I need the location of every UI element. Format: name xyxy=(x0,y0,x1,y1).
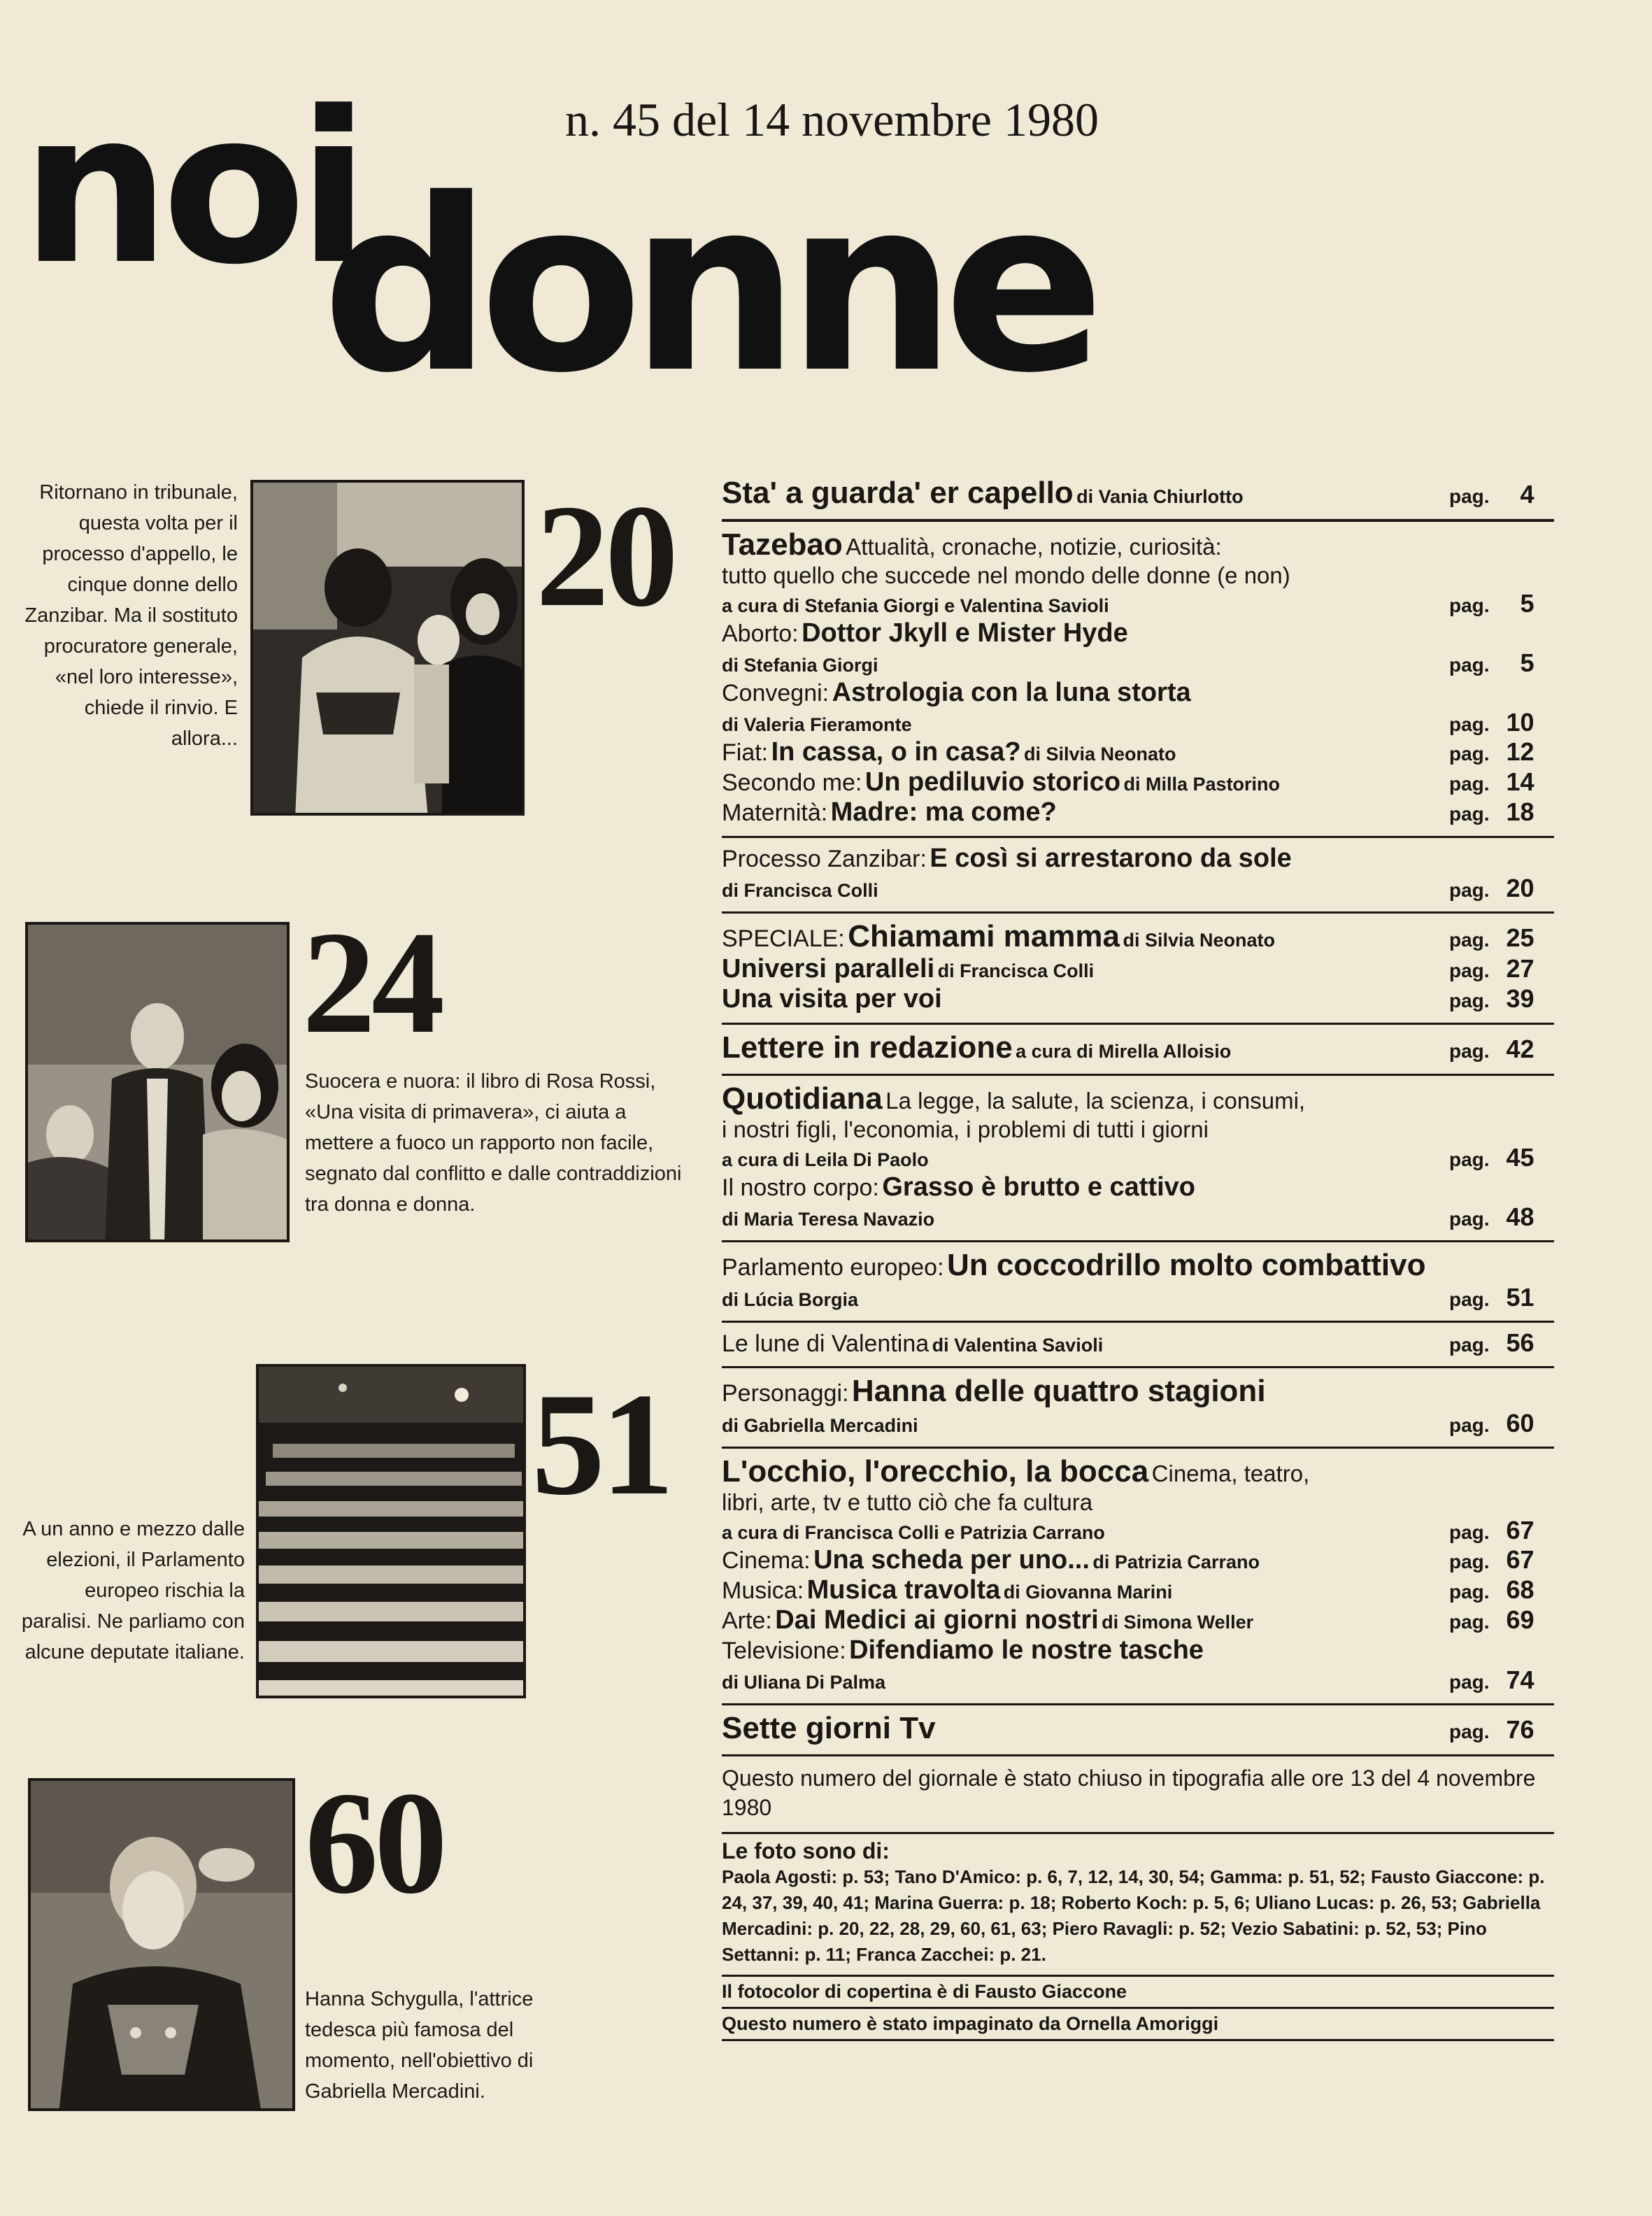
toc-author: di Valeria Fieramonte xyxy=(722,714,912,735)
feature-page-number: 51 xyxy=(532,1363,670,1526)
toc-title: Quotidiana xyxy=(722,1081,883,1116)
toc-author: di Uliana Di Palma xyxy=(722,1672,886,1693)
toc-author: di Stefania Giorgi xyxy=(722,655,878,676)
pag-label: pag. xyxy=(1449,960,1490,981)
toc-label: Processo Zanzibar: xyxy=(722,846,927,872)
toc-page-number: 5 xyxy=(1520,648,1534,677)
toc-curators: a cura di Leila Di Paolo xyxy=(722,1149,929,1170)
toc-author: di Vania Chiurlotto xyxy=(1076,486,1244,507)
toc-label: Musica: xyxy=(722,1577,804,1604)
toc-title: Universi paralleli xyxy=(722,954,935,983)
toc-page-number: 74 xyxy=(1506,1665,1534,1694)
toc-author: di Simona Weller xyxy=(1102,1612,1254,1633)
pag-label: pag. xyxy=(1449,879,1490,901)
toc-author: di Francisca Colli xyxy=(722,880,878,901)
toc-label: Maternità: xyxy=(722,800,828,826)
pag-label: pag. xyxy=(1449,929,1490,951)
toc-author: di Lúcia Borgia xyxy=(722,1289,859,1310)
toc-label: Arte: xyxy=(722,1607,772,1634)
cover-credit: Il fotocolor di copertina è di Fausto Giaccone xyxy=(722,1977,1554,2009)
layout-credit: Questo numero è stato impaginato da Ornella Amoriggi xyxy=(722,2009,1554,2041)
toc-title: Una scheda per uno... xyxy=(813,1545,1090,1575)
pag-label: pag. xyxy=(1449,803,1490,825)
pag-label: pag. xyxy=(1449,1611,1490,1633)
toc-page-number: 18 xyxy=(1506,797,1534,826)
pag-label: pag. xyxy=(1449,713,1490,735)
toc-page-number: 68 xyxy=(1506,1575,1534,1604)
toc-title: Dai Medici ai giorni nostri xyxy=(775,1605,1099,1635)
toc-title: Astrologia con la luna storta xyxy=(832,678,1191,707)
toc-section-lettere xyxy=(722,1025,1554,1076)
pag-label: pag. xyxy=(1449,1551,1490,1572)
toc-page-number: 5 xyxy=(1520,589,1534,618)
photo-actress-portrait-icon xyxy=(28,1778,295,2111)
toc-section-tazebao xyxy=(722,522,1554,838)
toc-page-number: 48 xyxy=(1506,1202,1534,1231)
logo-donne: donne xyxy=(322,148,1092,425)
toc-title: Chiamami mamma xyxy=(848,919,1120,953)
toc-label: Fiat: xyxy=(722,739,769,766)
table-of-contents xyxy=(722,470,1554,2041)
toc-page-number: 4 xyxy=(1520,480,1534,509)
pag-label: pag. xyxy=(1449,1149,1490,1170)
toc-title: L'occhio, l'orecchio, la bocca xyxy=(722,1454,1149,1489)
toc-page-number: 76 xyxy=(1506,1715,1534,1744)
pag-label: pag. xyxy=(1449,654,1490,676)
toc-label: Cinema: xyxy=(722,1547,811,1574)
photo-family-group-icon xyxy=(25,922,290,1242)
toc-page-number: 67 xyxy=(1506,1545,1534,1574)
logo-noi: noi xyxy=(21,66,362,311)
pag-label: pag. xyxy=(1449,743,1490,765)
toc-description: tutto quello che succede nel mondo delle donne (e non) xyxy=(722,562,1290,588)
toc-page-number: 51 xyxy=(1506,1283,1534,1312)
toc-section-lune xyxy=(722,1323,1554,1368)
toc-page-number: 45 xyxy=(1506,1143,1534,1172)
toc-section-tv xyxy=(722,1705,1554,1756)
toc-author: di Maria Teresa Navazio xyxy=(722,1209,935,1230)
pag-label: pag. xyxy=(1449,1040,1490,1062)
toc-section-parlamento xyxy=(722,1242,1554,1323)
toc-section-capello xyxy=(722,470,1554,522)
toc-description: Attualità, cronache, notizie, curiosità: xyxy=(846,534,1222,560)
toc-author: di Patrizia Carrano xyxy=(1092,1551,1260,1572)
toc-section-personaggi xyxy=(722,1368,1554,1449)
pag-label: pag. xyxy=(1449,1208,1490,1230)
pag-label: pag. xyxy=(1449,1334,1490,1356)
toc-page-number: 67 xyxy=(1506,1516,1534,1544)
feature-caption: Ritornano in tribunale, questa volta per il processo d'appello, le cinque donne dello Zanzibar. Ma il sostituto procuratore generale, «nel loro interesse», chiede il rinvio. E allora... xyxy=(24,481,238,750)
feature-page-number: 24 xyxy=(302,902,441,1064)
toc-page-number: 12 xyxy=(1506,737,1534,766)
pag-label: pag. xyxy=(1449,1521,1490,1543)
toc-title: Tazebao xyxy=(722,527,843,562)
toc-label: Parlamento europeo: xyxy=(722,1254,944,1281)
pag-label: pag. xyxy=(1449,595,1490,616)
toc-title: Un coccodrillo molto combattivo xyxy=(947,1248,1426,1282)
toc-page-number: 20 xyxy=(1506,874,1534,902)
toc-curators: a cura di Stefania Giorgi e Valentina Savioli xyxy=(722,595,1109,616)
toc-page-number: 60 xyxy=(1506,1409,1534,1437)
toc-title: Musica travolta xyxy=(806,1575,1001,1605)
toc-page-number: 42 xyxy=(1506,1035,1534,1063)
toc-label: Secondo me: xyxy=(722,769,862,796)
toc-label: SPECIALE: xyxy=(722,925,845,952)
toc-page-number: 56 xyxy=(1506,1328,1534,1357)
toc-description: La legge, la salute, la scienza, i consumi, xyxy=(885,1088,1306,1114)
toc-label: Aborto: xyxy=(722,620,799,647)
toc-author: di Gabriella Mercadini xyxy=(722,1415,918,1436)
toc-description: libri, arte, tv e tutto ciò che fa cultura xyxy=(722,1489,1093,1515)
toc-author: di Valentina Savioli xyxy=(932,1335,1104,1356)
feature-page-number: 20 xyxy=(536,475,674,637)
pag-label: pag. xyxy=(1449,773,1490,795)
toc-title: Sta' a guarda' er capello xyxy=(722,476,1074,510)
toc-page-number: 27 xyxy=(1506,954,1534,983)
toc-page-number: 14 xyxy=(1506,767,1534,796)
toc-page-number: 10 xyxy=(1506,708,1534,737)
pag-label: pag. xyxy=(1449,485,1490,507)
toc-section-zanzibar xyxy=(722,838,1554,914)
feature-page-number: 60 xyxy=(305,1762,443,1924)
toc-title: Madre: ma come? xyxy=(830,797,1057,827)
toc-title: Lettere in redazione xyxy=(722,1030,1013,1065)
issue-date: n. 45 del 14 novembre 1980 xyxy=(565,93,1099,146)
toc-label: Televisione: xyxy=(722,1638,846,1664)
toc-title: Hanna delle quattro stagioni xyxy=(851,1374,1266,1408)
toc-section-cultura xyxy=(722,1449,1554,1705)
photo-credits-title: Le foto sono di: xyxy=(722,1838,890,1863)
feature-caption: A un anno e mezzo dalle elezioni, il Parlamento europeo rischia la paralisi. Ne parliamo con alcune deputate italiane. xyxy=(21,1518,245,1663)
toc-page-number: 39 xyxy=(1506,984,1534,1013)
feature-caption: Suocera e nuora: il libro di Rosa Rossi, «Una visita di primavera», ci aiuta a mettere a fuoco un rapporto non facile, segnato dal conflitto e dalle contraddizioni tra donna e donna. xyxy=(305,1070,682,1216)
toc-title: Dottor Jkyll e Mister Hyde xyxy=(802,618,1128,648)
photo-courtroom-women-icon xyxy=(250,480,525,816)
toc-curators: a cura di Francisca Colli e Patrizia Carrano xyxy=(722,1522,1105,1543)
pag-label: pag. xyxy=(1449,1288,1490,1310)
toc-author: di Milla Pastorino xyxy=(1123,774,1281,795)
toc-title: Sette giorni Tv xyxy=(722,1711,936,1745)
pag-label: pag. xyxy=(1449,1721,1490,1742)
toc-label: Il nostro corpo: xyxy=(722,1174,879,1201)
toc-author: di Silvia Neonato xyxy=(1024,744,1176,765)
pag-label: pag. xyxy=(1449,1581,1490,1603)
toc-title: Le lune di Valentina xyxy=(722,1330,930,1357)
toc-label: Convegni: xyxy=(722,680,829,706)
toc-author: di Francisca Colli xyxy=(937,960,1095,981)
toc-author: di Giovanna Marini xyxy=(1003,1582,1173,1603)
toc-page-number: 69 xyxy=(1506,1605,1534,1634)
toc-title: In cassa, o in casa? xyxy=(771,737,1021,767)
toc-title: Difendiamo le nostre tasche xyxy=(849,1635,1204,1665)
toc-title: Una visita per voi xyxy=(722,984,942,1014)
toc-author: a cura di Mirella Alloisio xyxy=(1016,1041,1232,1062)
closing-note: Questo numero del giornale è stato chiuso in tipografia alle ore 13 del 4 novembre 1980 xyxy=(722,1756,1554,1834)
feature-caption: Hanna Schygulla, l'attrice tedesca più famosa del momento, nell'obiettivo di Gabriella Mercadini. xyxy=(305,1988,534,2103)
photo-credits: Paola Agosti: p. 53; Tano D'Amico: p. 6, 7, 12, 14, 30, 54; Gamma: p. 51, 52; Fausto Giaccone: p. 24, 37, 39, 40, 41; Marina Guerra: p. 18; Roberto Koch: p. 5, 6; Uliano Lucas: p. 26, 53; Gabriella Mercadini: p. 20, 22, 28, 29, 60, 61, 63; Piero Ravagli: p. 52; Vezio Sabatini: p. 52, 53; Pino Settanni: p. 11; Franca Zacchei: p. 21. xyxy=(722,1864,1554,1977)
toc-title: Un pediluvio storico xyxy=(864,767,1121,797)
toc-section-quotidiana xyxy=(722,1076,1554,1242)
photo-parliament-hall-icon xyxy=(256,1364,526,1698)
pag-label: pag. xyxy=(1449,1414,1490,1436)
toc-section-speciale xyxy=(722,914,1554,1025)
pag-label: pag. xyxy=(1449,1671,1490,1693)
toc-description: i nostri figli, l'economia, i problemi di tutti i giorni xyxy=(722,1116,1209,1142)
toc-title: E così si arrestarono da sole xyxy=(930,844,1292,873)
pag-label: pag. xyxy=(1449,990,1490,1011)
toc-description: Cinema, teatro, xyxy=(1151,1461,1310,1486)
toc-page-number: 25 xyxy=(1506,923,1534,952)
toc-title: Grasso è brutto e cattivo xyxy=(882,1172,1196,1202)
toc-label: Personaggi: xyxy=(722,1380,849,1407)
toc-author: di Silvia Neonato xyxy=(1123,930,1276,951)
